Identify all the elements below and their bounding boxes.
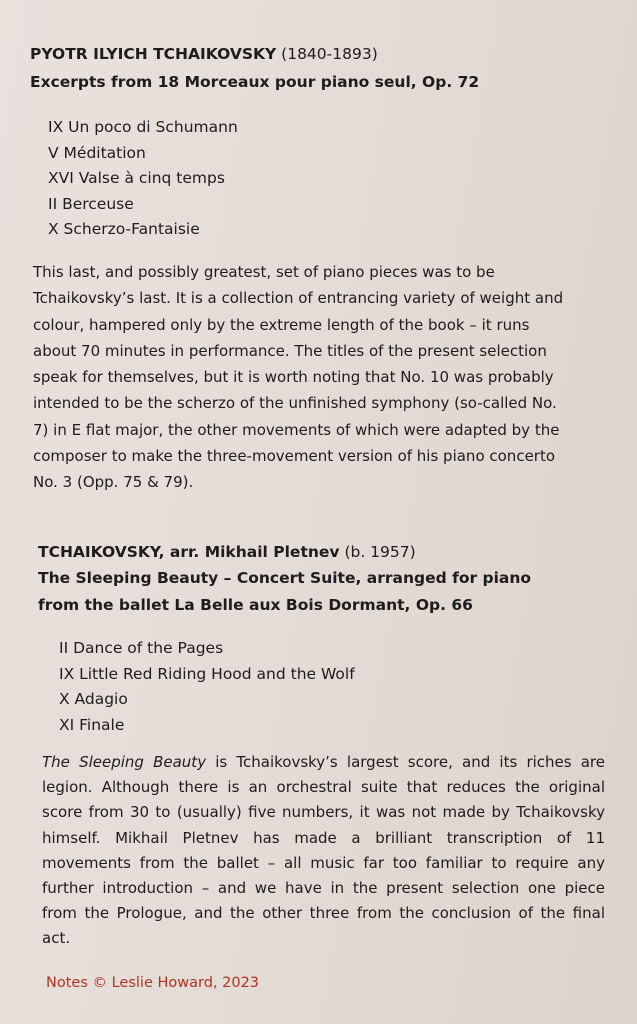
notes-line: intended to be the scherzo of the unfinished symphony (so-called No. (33, 394, 557, 413)
notes-line: legion. Although there is an orchestral suite that reduces the original (42, 778, 605, 797)
piece-item: V Méditation (48, 143, 146, 162)
notes-line-first (42, 750, 605, 775)
section1-heading-line1 (30, 43, 378, 65)
section2-work-title-line2 (38, 594, 473, 616)
notes-line: himself. Mikhail Pletnev has made a brilliant transcription of 11 (42, 828, 605, 847)
notes-line: composer to make the three-movement version of his piano concerto (33, 447, 556, 466)
piece-item: X Adagio (59, 690, 128, 708)
piece-item: XVI Valse à cinq temps (48, 169, 225, 187)
notes-credit: Notes © Leslie Howard, 2023 (46, 975, 260, 991)
notes-line: Tchaikovsky’s last. It is a collection of entrancing variety of weight and (33, 289, 564, 308)
section2-piece-list (59, 636, 355, 738)
section2-dates: (b. 1957) (339, 543, 416, 561)
piece-item: IX Little Red Riding Hood and the Wolf (59, 664, 355, 683)
section2-heading-line1 (38, 541, 416, 563)
notes-line: speak for themselves, but it is worth noting that No. 10 was probably (33, 368, 554, 387)
notes-line: This last, and possibly greatest, set of piano pieces was to be (33, 263, 495, 281)
piece-item: IX Un poco di Schumann (48, 118, 238, 136)
notes-line: further introduction – and we have in the present selection one piece (42, 879, 605, 898)
notes-line: No. 3 (Opp. 75 & 79). (33, 473, 194, 492)
notes-line: movements from the ballet – all music far too familiar to require any (42, 853, 605, 872)
notes-line: act. (42, 929, 71, 948)
work-title-italic: The Sleeping Beauty (42, 753, 207, 771)
notes-line: about 70 minutes in performance. The titles of the present selection (33, 341, 547, 360)
section1-composer: PYOTR ILYICH TCHAIKOVSKY (30, 45, 277, 63)
section2-composer: TCHAIKOVSKY, arr. Mikhail Pletnev (38, 543, 340, 561)
section1-notes-paragraph (33, 259, 603, 496)
notes-line: score from 30 to (usually) five numbers, it was not made by Tchaikovsky (42, 803, 605, 822)
section1-dates: (1840-1893) (276, 45, 378, 63)
section2-work-text-1: The Sleeping Beauty – Concert Suite, arranged for piano (38, 569, 532, 587)
piece-item: X Scherzo-Fantaisie (48, 220, 200, 238)
piece-item: II Berceuse (48, 194, 134, 213)
section2-notes-paragraph (42, 750, 605, 952)
notes-line-rest: is Tchaikovsky’s largest score, and its riches are (206, 753, 605, 771)
piece-item: II Dance of the Pages (59, 639, 224, 657)
section2-work-title-line1 (38, 567, 531, 589)
section2-work-text-2: from the ballet La Belle aux Bois Dormant, Op. 66 (38, 596, 473, 614)
notes-line: colour, hampered only by the extreme length of the book – it runs (33, 315, 530, 334)
notes-line: from the Prologue, and the other three from the conclusion of the final (42, 904, 605, 923)
section1-piece-list (48, 115, 238, 243)
piece-item: XI Finale (59, 715, 125, 734)
notes-line: 7) in E flat major, the other movements of which were adapted by the (33, 420, 560, 439)
section1-work-title (30, 71, 479, 93)
section1-work-text: Excerpts from 18 Morceaux pour piano seul, Op. 72 (30, 73, 480, 91)
